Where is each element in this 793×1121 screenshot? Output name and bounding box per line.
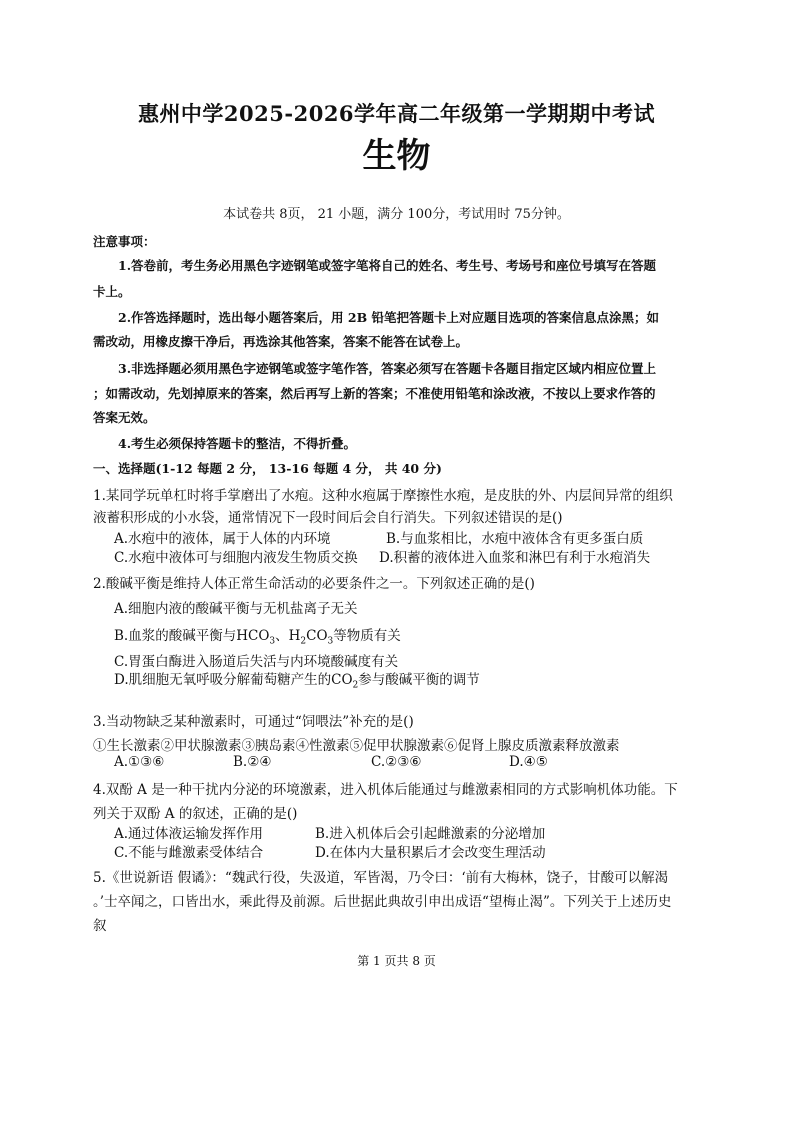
q4-option-a: A.通过体液运输发挥作用: [114, 826, 264, 842]
note-3-line-2: ；如需改动，先划掉原来的答案，然后再写上新的答案；不准使用铅笔和涂改液，不按以上要求作答的: [93, 386, 656, 401]
q3-stem: 3.当动物缺乏某种激素时，可通过“饲喂法”补充的是(): [93, 714, 414, 730]
q4-stem-line-2: 列关于双酚 A 的叙述，正确的是(): [93, 806, 298, 822]
note-2-line-2: 需改动，用橡皮擦干净后，再选涂其他答案，答案不能答在试卷上。: [93, 334, 469, 349]
q4-stem-line-1: 4.双酚 A 是一种干扰内分泌的环境激素，进入机体后能通过与雌激素相同的方式影响机体功能。下: [93, 782, 678, 798]
q3-option-d: D.④⑤: [509, 754, 548, 770]
page-footer: 第 1 页共 8 页: [357, 954, 436, 968]
subject-title: 生物: [362, 136, 431, 176]
q1-option-a: A.水疱中的液体，属于人体的内环境: [114, 531, 331, 547]
q3-option-a: A.①③⑥: [114, 754, 165, 770]
q3-option-b: B.②④: [233, 754, 272, 770]
q3-items: ①生长激素②甲状腺激素③胰岛素④性激素⑤促甲状腺激素⑥促肾上腺皮质激素释放激素: [93, 738, 620, 754]
q1-stem-line-1: 1.某同学玩单杠时将手掌磨出了水疱。这种水疱属于摩擦性水疱，是皮肤的外、内层间异常的组织: [93, 488, 673, 504]
note-4: 4.考生必须保持答题卡的整洁，不得折叠。: [118, 436, 357, 451]
q3-option-c: C.②③⑥: [371, 754, 422, 770]
q4-option-b: B.进入机体后会引起雌激素的分泌增加: [315, 826, 546, 842]
q2-option-a: A.细胞内液的酸碱平衡与无机盐离子无关: [114, 601, 358, 617]
q1-stem-line-2: 液蓄积形成的小水袋，通常情况下一段时间后会自行消失。下列叙述错误的是(): [93, 510, 563, 526]
q2-option-b: B.血浆的酸碱平衡与$HCO_3$、$H_2CO_3$等物质有关: [114, 628, 401, 647]
note-3-line-1: 3.非选择题必须用黑色字迹钢笔或签字笔作答，答案必须写在答题卡各题目指定区域内相应位置上: [118, 361, 657, 376]
exam-meta: 本试卷共 8页， 21 小题，满分 100分，考试用时 75分钟。: [223, 207, 570, 222]
q2-stem: 2.酸碱平衡是维持人体正常生命活动的必要条件之一。下列叙述正确的是(): [93, 576, 535, 592]
q2-option-c: C.胃蛋白酶进入肠道后失活与内环境酸碱度有关: [114, 654, 399, 670]
note-1-line-1: 1.答卷前，考生务必用黑色字迹钢笔或签字笔将自己的姓名、考生号、考场号和座位号填写在答题: [118, 258, 657, 273]
q1-option-b: B.与血浆相比，水疱中液体含有更多蛋白质: [386, 531, 644, 547]
q1-option-c: C.水疱中液体可与细胞内液发生物质交换: [114, 550, 358, 566]
q4-option-d: D.在体内大量积累后才会改变生理活动: [315, 845, 546, 861]
q5-stem-line-1: 5.《世说新语 假谲》：“魏武行役，失汲道，军皆渴，乃令曰：‘前有大梅林，饶子，甘酸可以解渴: [93, 870, 669, 886]
q1-option-d: D.积蓄的液体进入血浆和淋巴有利于水疱消失: [379, 550, 651, 566]
section-heading: 一、选择题(1-12 每题 2 分， 13-16 每题 4 分， 共 40 分): [93, 461, 442, 476]
notes-heading: 注意事项：: [93, 234, 156, 249]
q5-stem-line-2: 。’士卒闻之，口皆出水，乘此得及前源。后世据此典故引申出成语“望梅止渴”。下列关于上述历史: [93, 894, 672, 910]
q2-option-d: D.肌细胞无氧呼吸分解葡萄糖产生的$CO_2$参与酸碱平衡的调节: [114, 672, 480, 691]
q4-option-c: C.不能与雌激素受体结合: [114, 845, 264, 861]
note-1-line-2: 卡上。: [93, 284, 131, 299]
exam-title: 惠州中学2025-2026学年高二年级第一学期期中考试: [137, 101, 656, 126]
note-3-line-3: 答案无效。: [93, 410, 156, 425]
note-2-line-1: 2.作答选择题时，选出每小题答案后，用 2B 铅笔把答题卡上对应题目选项的答案信息点涂黑；如: [118, 310, 660, 325]
q5-stem-line-3: 叙: [93, 918, 107, 934]
